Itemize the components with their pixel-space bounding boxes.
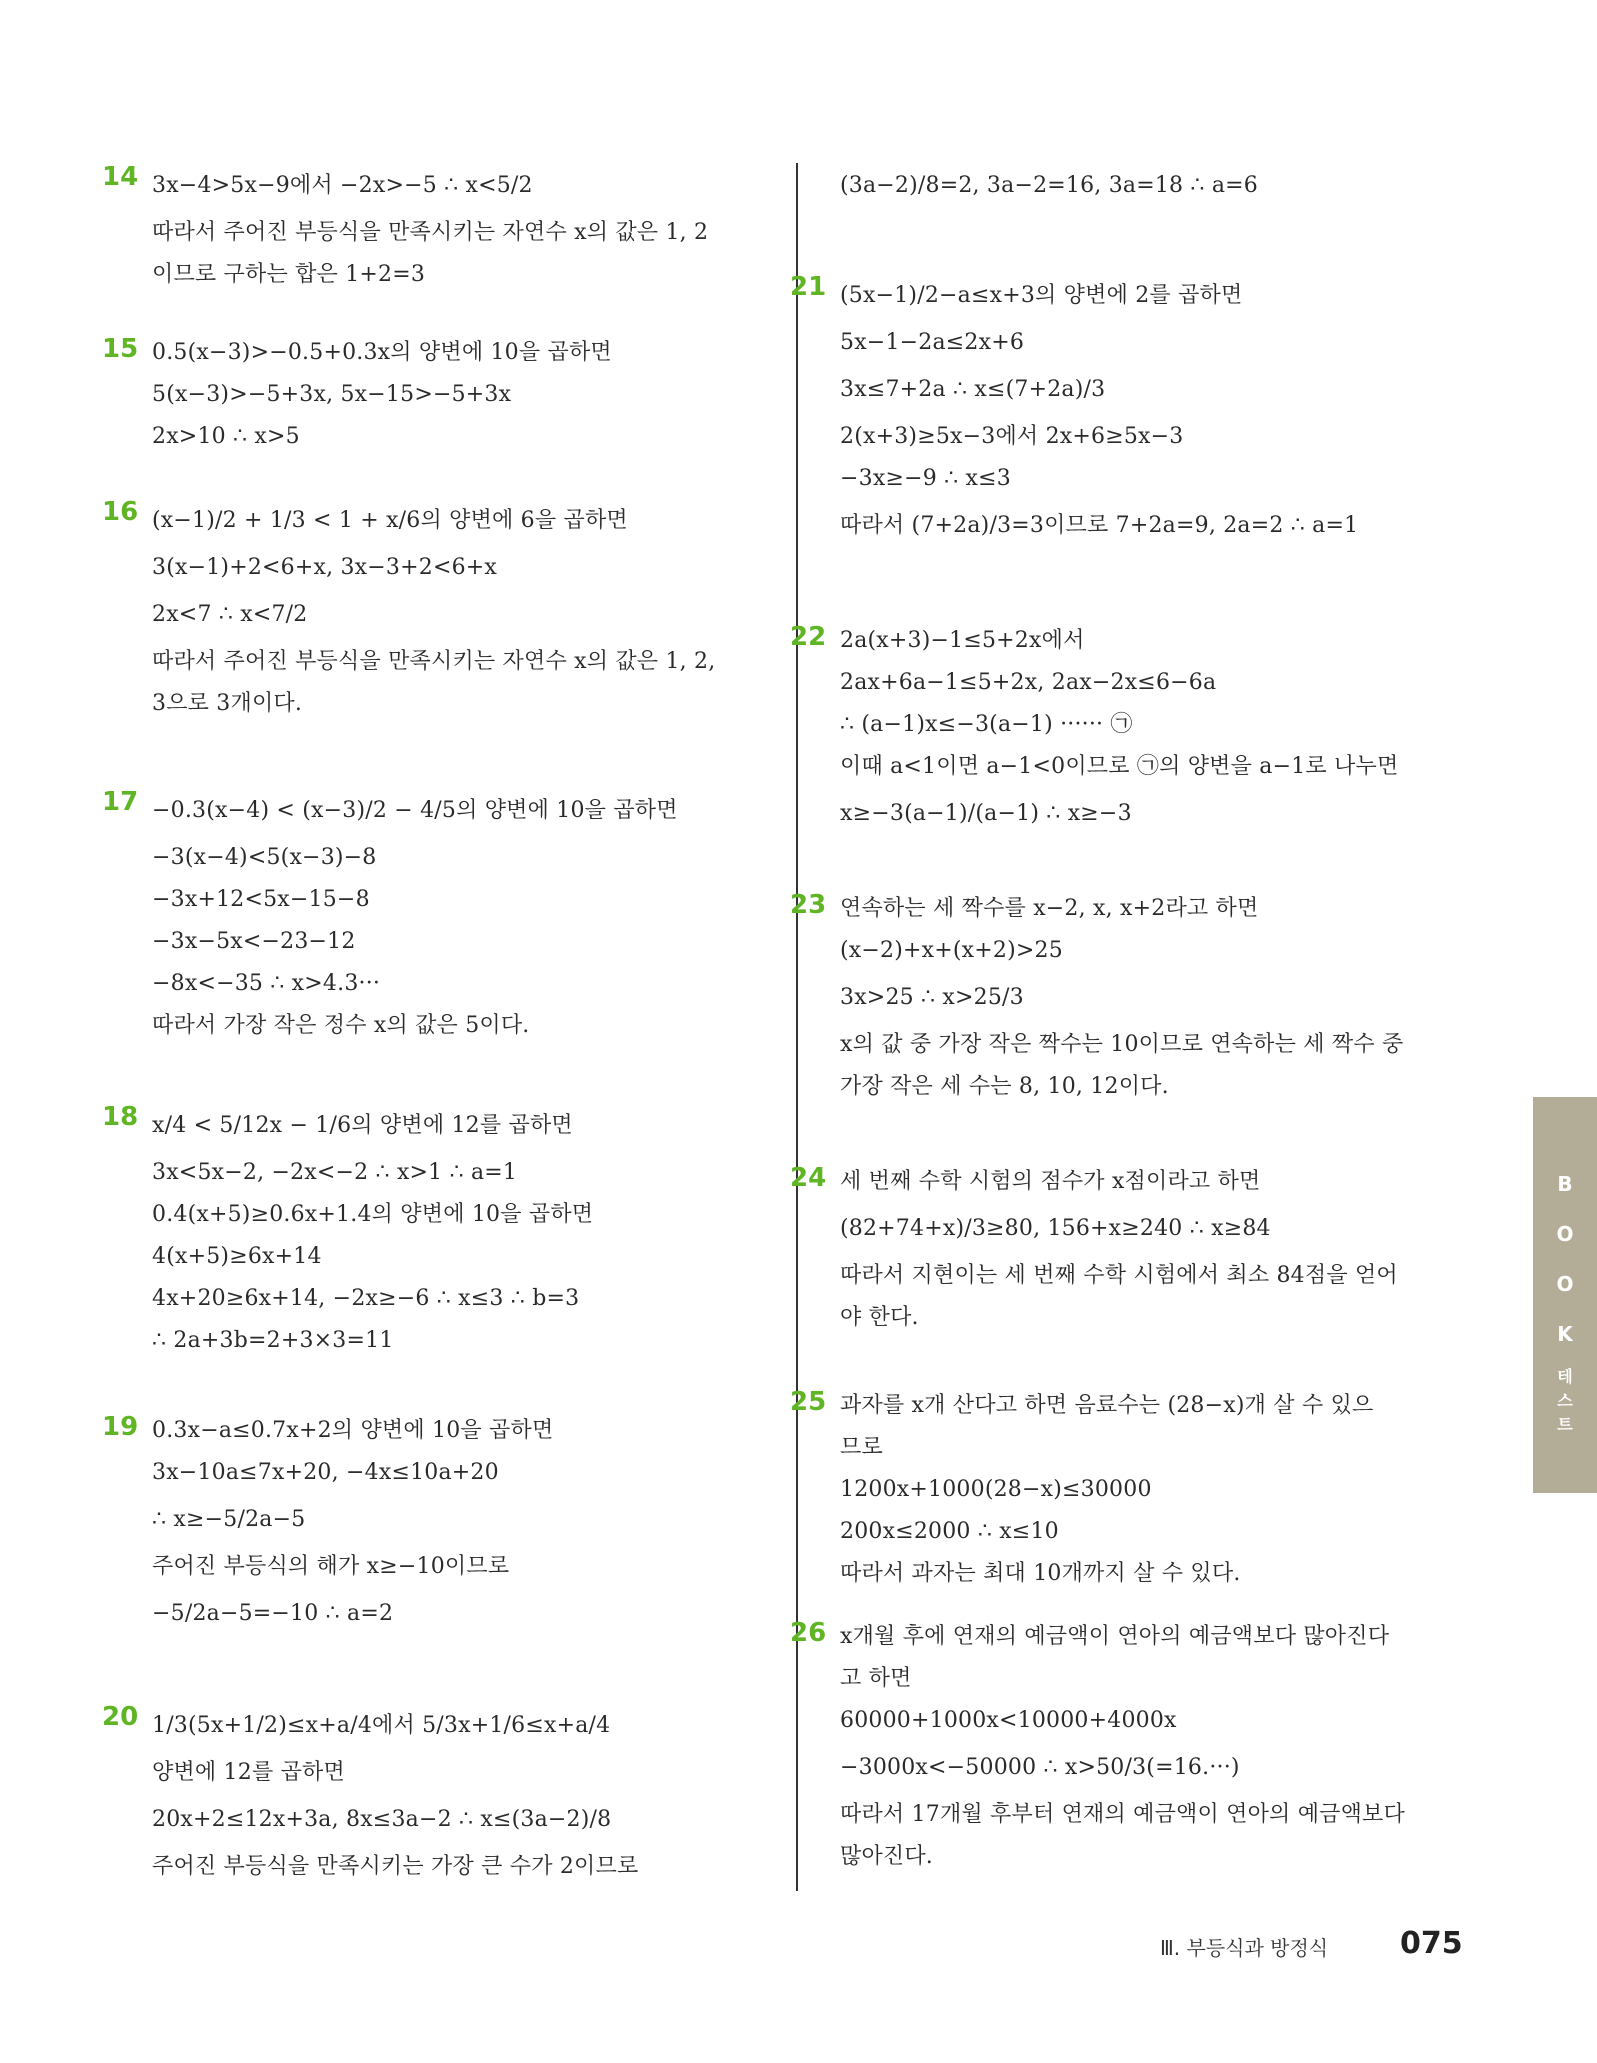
solution-line: ∴ 2a+3b=2+3×3=11 [152, 1328, 394, 1353]
solution-line: 0.3x−a≤0.7x+2의 양변에 10을 곱하면 [152, 1418, 554, 1443]
solution-line: 0.4(x+5)≥0.6x+1.4의 양변에 10을 곱하면 [152, 1202, 594, 1227]
problem-20 [102, 1700, 792, 1888]
solution-line: ∴ x≥−5/2a−5 [152, 1507, 306, 1532]
solution-line: 3으로 3개이다. [152, 691, 303, 716]
solution-line: 1200x+1000(28−x)≤30000 [840, 1477, 1152, 1502]
side-tab-sub: 테 스 트 [1557, 1367, 1573, 1434]
solution-line: 야 한다. [840, 1305, 919, 1330]
problem-20-continued [840, 160, 1460, 212]
solution-line: 5(x−3)>−5+3x, 5x−15>−5+3x [152, 382, 512, 407]
solution-line: (x−2)+x+(x+2)>25 [840, 938, 1063, 963]
solution-line: 양변에 12를 곱하면 [152, 1760, 345, 1785]
solution-line: (5x−1)/2−a≤x+3의 양변에 2를 곱하면 [840, 283, 1243, 308]
solution-line: 3x>25 ∴ x>25/3 [840, 985, 1024, 1010]
problem-14 [102, 160, 792, 296]
problem-number: 14 [102, 162, 139, 192]
solution-line: 2ax+6a−1≤5+2x, 2ax−2x≤6−6a [840, 670, 1217, 695]
solution-line: 주어진 부등식을 만족시키는 가장 큰 수가 2이므로 [152, 1854, 639, 1879]
solution-line: 3x<5x−2, −2x<−2 ∴ x>1 ∴ a=1 [152, 1160, 518, 1185]
solution-line: −8x<−35 ∴ x>4.3··· [152, 971, 381, 996]
side-tab-label: B O O K [1556, 1172, 1574, 1346]
problem-number: 23 [790, 890, 827, 920]
solution-line: 2x<7 ∴ x<7/2 [152, 602, 308, 627]
solution-line: 1/3(5x+1/2)≤x+a/4에서 5/3x+1/6≤x+a/4 [152, 1713, 611, 1738]
problem-22 [790, 620, 1460, 840]
solution-line: 4x+20≥6x+14, −2x≥−6 ∴ x≤3 ∴ b=3 [152, 1286, 580, 1311]
solution-line: 4(x+5)≥6x+14 [152, 1244, 322, 1269]
solution-line: 5x−1−2a≤2x+6 [840, 330, 1025, 355]
solution-line: 2(x+3)≥5x−3에서 2x+6≥5x−3 [840, 424, 1184, 449]
problem-25 [790, 1385, 1460, 1595]
solution-line: 따라서 (7+2a)/3=3이므로 7+2a=9, 2a=2 ∴ a=1 [840, 513, 1359, 538]
solution-line: 3x−10a≤7x+20, −4x≤10a+20 [152, 1460, 499, 1485]
solution-line: x의 값 중 가장 작은 짝수는 10이므로 연속하는 세 짝수 중 [840, 1032, 1404, 1057]
solution-line: 따라서 주어진 부등식을 만족시키는 자연수 x의 값은 1, 2 [152, 220, 709, 245]
problem-number: 15 [102, 334, 139, 364]
solution-line: 3x−4>5x−9에서 −2x>−5 ∴ x<5/2 [152, 173, 533, 198]
solution-line: −3x≥−9 ∴ x≤3 [840, 466, 1011, 491]
solution-line: 60000+1000x<10000+4000x [840, 1708, 1177, 1733]
solution-line: −3x+12<5x−15−8 [152, 887, 370, 912]
solution-line: 2x>10 ∴ x>5 [152, 424, 300, 449]
solution-line: 따라서 가장 작은 정수 x의 값은 5이다. [152, 1013, 530, 1038]
solution-line: 따라서 주어진 부등식을 만족시키는 자연수 x의 값은 1, 2, [152, 649, 716, 674]
solution-line: 따라서 지현이는 세 번째 수학 시험에서 최소 84점을 얻어 [840, 1263, 1398, 1288]
problem-number: 21 [790, 272, 827, 302]
solution-line: 고 하면 [840, 1666, 912, 1691]
solution-line: (3a−2)/8=2, 3a−2=16, 3a=18 ∴ a=6 [840, 173, 1258, 198]
solution-line: 3x≤7+2a ∴ x≤(7+2a)/3 [840, 377, 1106, 402]
solution-line: −3x−5x<−23−12 [152, 929, 356, 954]
solution-line: −3000x<−50000 ∴ x>50/3(=16.···) [840, 1755, 1240, 1780]
side-tab [1533, 1097, 1597, 1493]
solution-line: 많아진다. [840, 1844, 934, 1869]
solution-line: −0.3(x−4) < (x−3)/2 − 4/5의 양변에 10을 곱하면 [152, 798, 678, 823]
solution-line: x≥−3(a−1)/(a−1) ∴ x≥−3 [840, 801, 1132, 826]
problem-24 [790, 1161, 1460, 1339]
solution-line: 연속하는 세 짝수를 x−2, x, x+2라고 하면 [840, 896, 1259, 921]
problem-number: 18 [102, 1102, 139, 1132]
solution-line: 가장 작은 세 수는 8, 10, 12이다. [840, 1074, 1169, 1099]
problem-number: 16 [102, 497, 139, 527]
solution-line: ∴ (a−1)x≤−3(a−1) ······ ㉠ [840, 712, 1133, 737]
page-number: 075 [1400, 1926, 1463, 1961]
footer-section-title: Ⅲ. 부등식과 방정식 [1160, 1936, 1329, 1960]
problem-number: 22 [790, 622, 827, 652]
solution-line: 세 번째 수학 시험의 점수가 x점이라고 하면 [840, 1169, 1261, 1194]
solution-line: 2a(x+3)−1≤5+2x에서 [840, 628, 1085, 653]
solution-line: x/4 < 5/12x − 1/6의 양변에 12를 곱하면 [152, 1113, 573, 1138]
solution-line: 따라서 17개월 후부터 연재의 예금액이 연아의 예금액보다 [840, 1802, 1405, 1827]
solution-line: 20x+2≤12x+3a, 8x≤3a−2 ∴ x≤(3a−2)/8 [152, 1807, 612, 1832]
problem-18 [102, 1100, 792, 1362]
solution-line: 과자를 x개 산다고 하면 음료수는 (28−x)개 살 수 있으 [840, 1393, 1374, 1418]
solution-line: (82+74+x)/3≥80, 156+x≥240 ∴ x≥84 [840, 1216, 1271, 1241]
solution-line: 따라서 과자는 최대 10개까지 살 수 있다. [840, 1561, 1241, 1586]
problem-21 [790, 270, 1460, 552]
problem-number: 26 [790, 1618, 827, 1648]
solution-line: −5/2a−5=−10 ∴ a=2 [152, 1601, 394, 1626]
problem-23 [790, 888, 1460, 1108]
solution-line: 200x≤2000 ∴ x≤10 [840, 1519, 1059, 1544]
solution-line: 주어진 부등식의 해가 x≥−10이므로 [152, 1554, 510, 1579]
problem-number: 20 [102, 1702, 139, 1732]
solution-line: 3(x−1)+2<6+x, 3x−3+2<6+x [152, 555, 498, 580]
problem-number: 25 [790, 1387, 827, 1417]
solution-line: −3(x−4)<5(x−3)−8 [152, 845, 377, 870]
problem-16 [102, 495, 792, 725]
problem-number: 19 [102, 1412, 139, 1442]
problem-number: 17 [102, 787, 139, 817]
problem-19 [102, 1410, 792, 1640]
solution-line: 0.5(x−3)>−0.5+0.3x의 양변에 10을 곱하면 [152, 340, 612, 365]
solution-line: x개월 후에 연재의 예금액이 연아의 예금액보다 많아진다 [840, 1624, 1390, 1649]
solution-line: 이므로 구하는 합은 1+2=3 [152, 262, 426, 287]
solution-line: (x−1)/2 + 1/3 < 1 + x/6의 양변에 6을 곱하면 [152, 508, 628, 533]
problem-17 [102, 785, 792, 1047]
problem-26 [790, 1616, 1460, 1878]
solution-line: 이때 a<1이면 a−1<0이므로 ㉠의 양변을 a−1로 나누면 [840, 754, 1399, 779]
problem-15 [102, 332, 792, 458]
problem-number: 24 [790, 1163, 827, 1193]
solution-line: 므로 [840, 1435, 883, 1460]
